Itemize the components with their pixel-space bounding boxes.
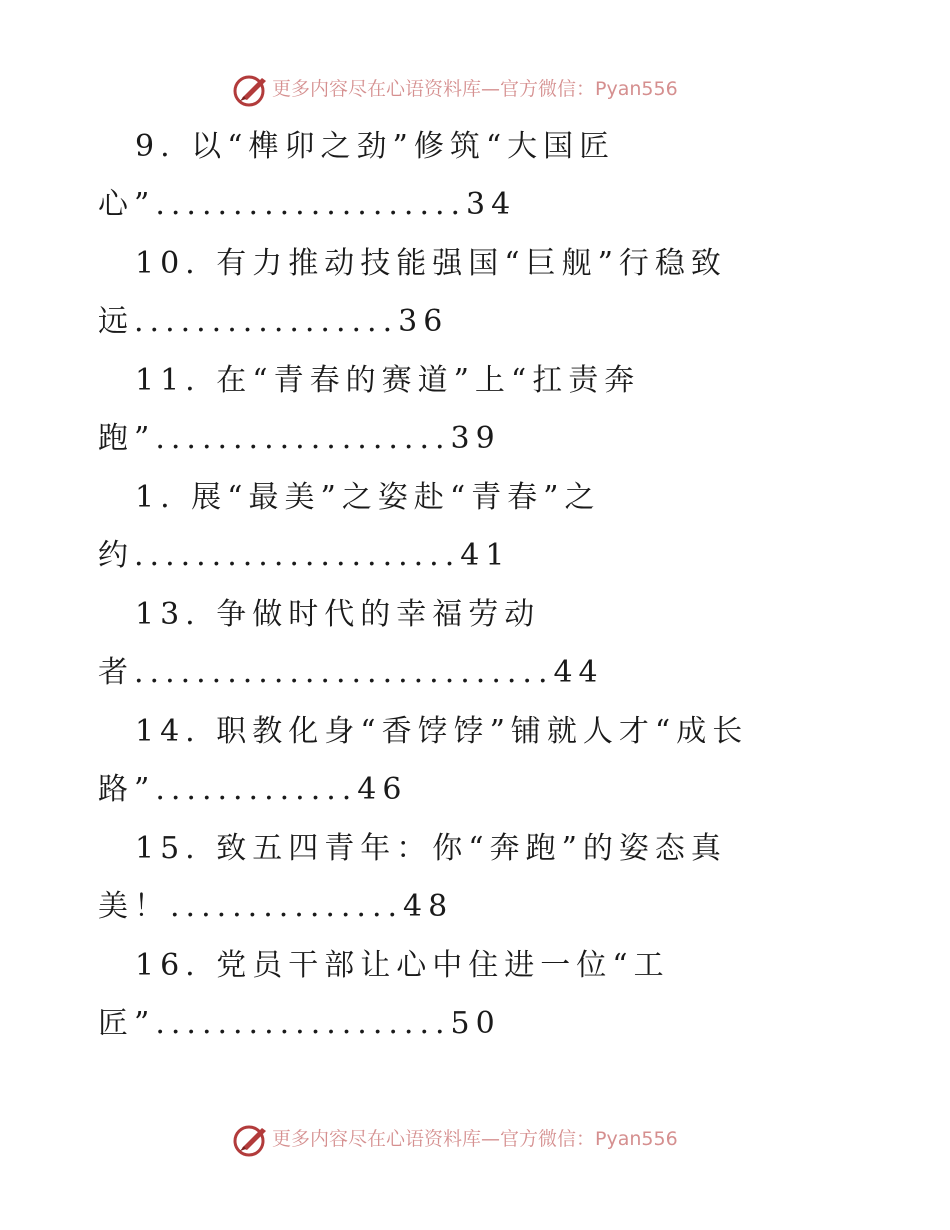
toc-title-end-and-page: 路”.............46 — [98, 772, 408, 807]
toc-title-end-and-page: 跑”...................39 — [98, 421, 501, 456]
watermark-label: 更多内容尽在心语资料库—官方微信： — [272, 78, 596, 100]
watermark-text — [272, 76, 678, 102]
watermark-text — [272, 1126, 678, 1152]
toc-entry[interactable] — [0, 352, 950, 469]
toc-title-end-and-page: 约.....................41 — [98, 538, 511, 573]
toc-title: 10. 有力推动技能强国“巨舰”行稳致 — [135, 246, 727, 281]
toc-entry[interactable] — [0, 703, 950, 820]
watermark-wechat-id: Pyan556 — [595, 1128, 678, 1150]
toc-entry[interactable] — [0, 118, 950, 235]
toc-entry[interactable] — [0, 937, 950, 1054]
table-of-contents — [0, 118, 950, 1054]
toc-entry[interactable] — [0, 820, 950, 937]
quill-logo-icon — [232, 72, 270, 108]
toc-title: 1. 展“最美”之姿赴“青春”之 — [135, 480, 601, 515]
toc-title-end-and-page: 者...........................44 — [98, 655, 604, 690]
toc-title: 15. 致五四青年：你“奔跑”的姿态真 — [135, 831, 727, 866]
toc-title-end-and-page: 远.................36 — [98, 304, 449, 339]
toc-title: 11. 在“青春的赛道”上“扛责奔 — [135, 363, 641, 398]
toc-entry[interactable] — [0, 235, 950, 352]
header-watermark — [0, 70, 950, 110]
toc-entry[interactable] — [0, 586, 950, 703]
toc-title: 13. 争做时代的幸福劳动 — [135, 597, 541, 632]
toc-entry[interactable] — [0, 469, 950, 586]
toc-title: 14. 职教化身“香饽饽”铺就人才“成长 — [135, 714, 749, 749]
toc-title-end-and-page: 美！...............48 — [98, 889, 454, 924]
watermark-label: 更多内容尽在心语资料库—官方微信： — [272, 1128, 596, 1150]
footer-watermark — [0, 1120, 950, 1160]
toc-title-end-and-page: 心”....................34 — [98, 187, 517, 222]
toc-title-end-and-page: 匠”...................50 — [98, 1006, 501, 1041]
toc-title: 9. 以“榫卯之劲”修筑“大国匠 — [135, 129, 616, 164]
toc-title: 16. 党员干部让心中住进一位“工 — [135, 948, 670, 983]
quill-logo-icon — [232, 1122, 270, 1158]
watermark-wechat-id: Pyan556 — [595, 78, 678, 100]
